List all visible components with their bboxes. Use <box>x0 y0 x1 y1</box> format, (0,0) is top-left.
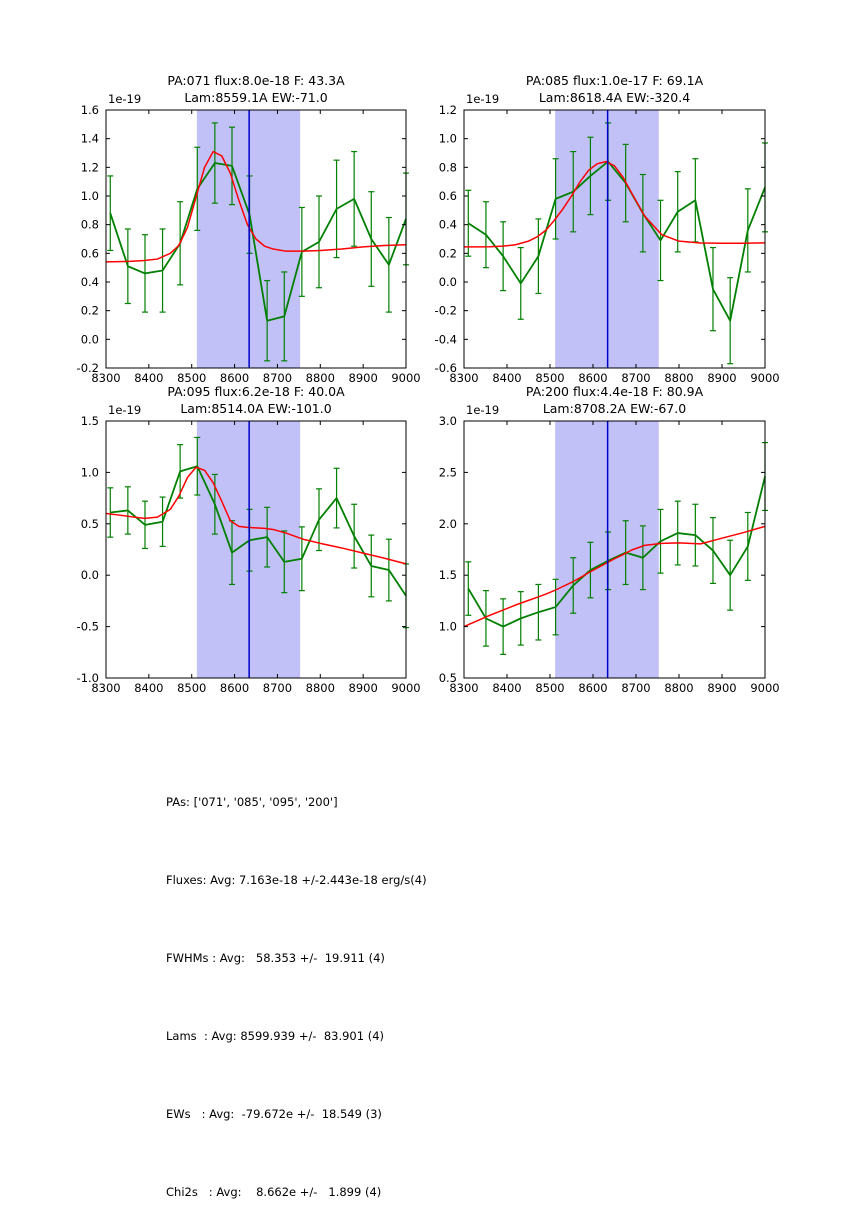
y-tick-labels <box>435 103 457 375</box>
svg-text:8700: 8700 <box>262 681 293 695</box>
svg-text:9000: 9000 <box>750 681 780 695</box>
x-tick-labels <box>91 681 420 695</box>
svg-text:0.0: 0.0 <box>438 275 457 289</box>
svg-text:8700: 8700 <box>262 371 293 385</box>
subplot-4-title-line1: PA:200 flux:4.4e-18 F: 80.9A <box>525 384 704 399</box>
svg-text:2.5: 2.5 <box>438 465 457 480</box>
svg-text:8400: 8400 <box>134 371 164 385</box>
svg-text:-0.4: -0.4 <box>434 332 457 347</box>
svg-text:1.5: 1.5 <box>438 568 457 583</box>
summary-line-pas: PAs: ['071', '085', '095', '200'] <box>166 795 338 809</box>
subplot-2-title-line2: Lam:8618.4A EW:-320.4 <box>538 90 691 105</box>
svg-text:9000: 9000 <box>391 371 421 385</box>
svg-text:8900: 8900 <box>348 681 378 695</box>
svg-text:-0.5: -0.5 <box>76 619 99 634</box>
svg-text:0.4: 0.4 <box>438 217 457 232</box>
svg-text:8400: 8400 <box>134 681 164 695</box>
summary-line-lams: Lams : Avg: 8599.939 +/- 83.901 (4) <box>166 1029 385 1043</box>
svg-text:8300: 8300 <box>91 371 121 385</box>
axis-offset-label: 1e-19 <box>466 403 500 417</box>
svg-text:8300: 8300 <box>449 681 479 695</box>
subplot-1 <box>77 92 421 385</box>
subplot-3-title-line2: Lam:8514.0A EW:-101.0 <box>180 401 332 416</box>
svg-text:0.0: 0.0 <box>80 332 99 347</box>
svg-text:1.6: 1.6 <box>80 103 99 117</box>
svg-text:1.0: 1.0 <box>438 131 457 146</box>
svg-text:-0.2: -0.2 <box>76 361 99 375</box>
y-tick-labels <box>77 414 99 685</box>
axis-offset-label: 1e-19 <box>108 92 142 106</box>
svg-text:8700: 8700 <box>621 681 651 695</box>
svg-text:9000: 9000 <box>391 681 421 695</box>
subplot-4 <box>439 403 780 695</box>
svg-text:0.8: 0.8 <box>80 217 99 232</box>
svg-text:1.2: 1.2 <box>80 160 99 175</box>
svg-text:8800: 8800 <box>664 681 694 695</box>
svg-text:0.2: 0.2 <box>438 246 457 261</box>
svg-text:8600: 8600 <box>219 371 250 385</box>
svg-text:0.4: 0.4 <box>80 275 99 289</box>
svg-text:1.2: 1.2 <box>438 103 457 117</box>
summary-line-fwhms: FWHMs : Avg: 58.353 +/- 19.911 (4) <box>166 951 385 965</box>
svg-text:8300: 8300 <box>91 681 121 695</box>
svg-text:1.5: 1.5 <box>80 414 99 428</box>
axis-offset-label: 1e-19 <box>108 403 142 417</box>
svg-text:-0.6: -0.6 <box>434 361 457 375</box>
svg-text:0.2: 0.2 <box>80 303 99 318</box>
summary-line-ews: EWs : Avg: -79.672e +/- 18.549 (3) <box>166 1107 382 1121</box>
svg-text:1.0: 1.0 <box>438 619 457 634</box>
svg-text:3.0: 3.0 <box>438 414 457 428</box>
svg-text:8800: 8800 <box>305 681 335 695</box>
svg-text:0.8: 0.8 <box>438 160 457 175</box>
svg-text:8500: 8500 <box>535 681 565 695</box>
svg-text:0.6: 0.6 <box>438 189 457 203</box>
svg-text:8300: 8300 <box>449 371 479 385</box>
subplot-2 <box>435 92 780 385</box>
svg-text:0.5: 0.5 <box>438 671 457 685</box>
subplot-2-title <box>464 72 765 106</box>
svg-text:1.0: 1.0 <box>80 465 99 480</box>
subplot-2-title-line1: PA:085 flux:1.0e-17 F: 69.1A <box>525 73 704 88</box>
svg-text:0.5: 0.5 <box>80 516 99 531</box>
svg-text:8800: 8800 <box>664 371 694 385</box>
y-tick-labels <box>439 414 457 685</box>
svg-text:2.0: 2.0 <box>438 516 457 531</box>
svg-text:0.0: 0.0 <box>80 568 99 583</box>
svg-text:0.6: 0.6 <box>80 246 99 261</box>
subplot-3 <box>77 403 421 695</box>
subplot-1-title-line1: PA:071 flux:8.0e-18 F: 43.3A <box>167 73 345 88</box>
svg-text:-1.0: -1.0 <box>76 671 99 685</box>
svg-text:8500: 8500 <box>535 371 565 385</box>
subplot-3-title <box>106 383 406 417</box>
svg-text:8500: 8500 <box>177 371 207 385</box>
svg-text:8900: 8900 <box>707 371 737 385</box>
svg-text:8600: 8600 <box>578 681 608 695</box>
svg-text:8600: 8600 <box>219 681 250 695</box>
subplot-3-title-line1: PA:095 flux:6.2e-18 F: 40.0A <box>167 384 345 399</box>
svg-text:8900: 8900 <box>348 371 378 385</box>
subplot-1-title-line2: Lam:8559.1A EW:-71.0 <box>184 90 328 105</box>
svg-text:8500: 8500 <box>177 681 207 695</box>
summary-line-fluxes: Fluxes: Avg: 7.163e-18 +/-2.443e-18 erg/s(4) <box>166 873 427 887</box>
svg-text:8800: 8800 <box>305 371 335 385</box>
svg-text:8400: 8400 <box>492 681 522 695</box>
svg-text:-0.2: -0.2 <box>434 303 457 318</box>
svg-text:9000: 9000 <box>750 371 780 385</box>
svg-text:1.4: 1.4 <box>80 131 99 146</box>
subplot-4-title-line2: Lam:8708.2A EW:-67.0 <box>542 401 687 416</box>
x-tick-labels <box>449 681 779 695</box>
svg-text:8400: 8400 <box>492 371 522 385</box>
subplot-4-title <box>464 383 765 417</box>
summary-block <box>166 737 427 1231</box>
axis-offset-label: 1e-19 <box>466 92 500 106</box>
svg-text:1.0: 1.0 <box>80 189 99 203</box>
svg-text:8900: 8900 <box>707 681 737 695</box>
svg-text:8700: 8700 <box>621 371 651 385</box>
summary-line-chi2s: Chi2s : Avg: 8.662e +/- 1.899 (4) <box>166 1185 382 1199</box>
svg-text:8600: 8600 <box>578 371 608 385</box>
y-tick-labels <box>77 103 99 375</box>
subplot-1-title <box>106 72 406 106</box>
